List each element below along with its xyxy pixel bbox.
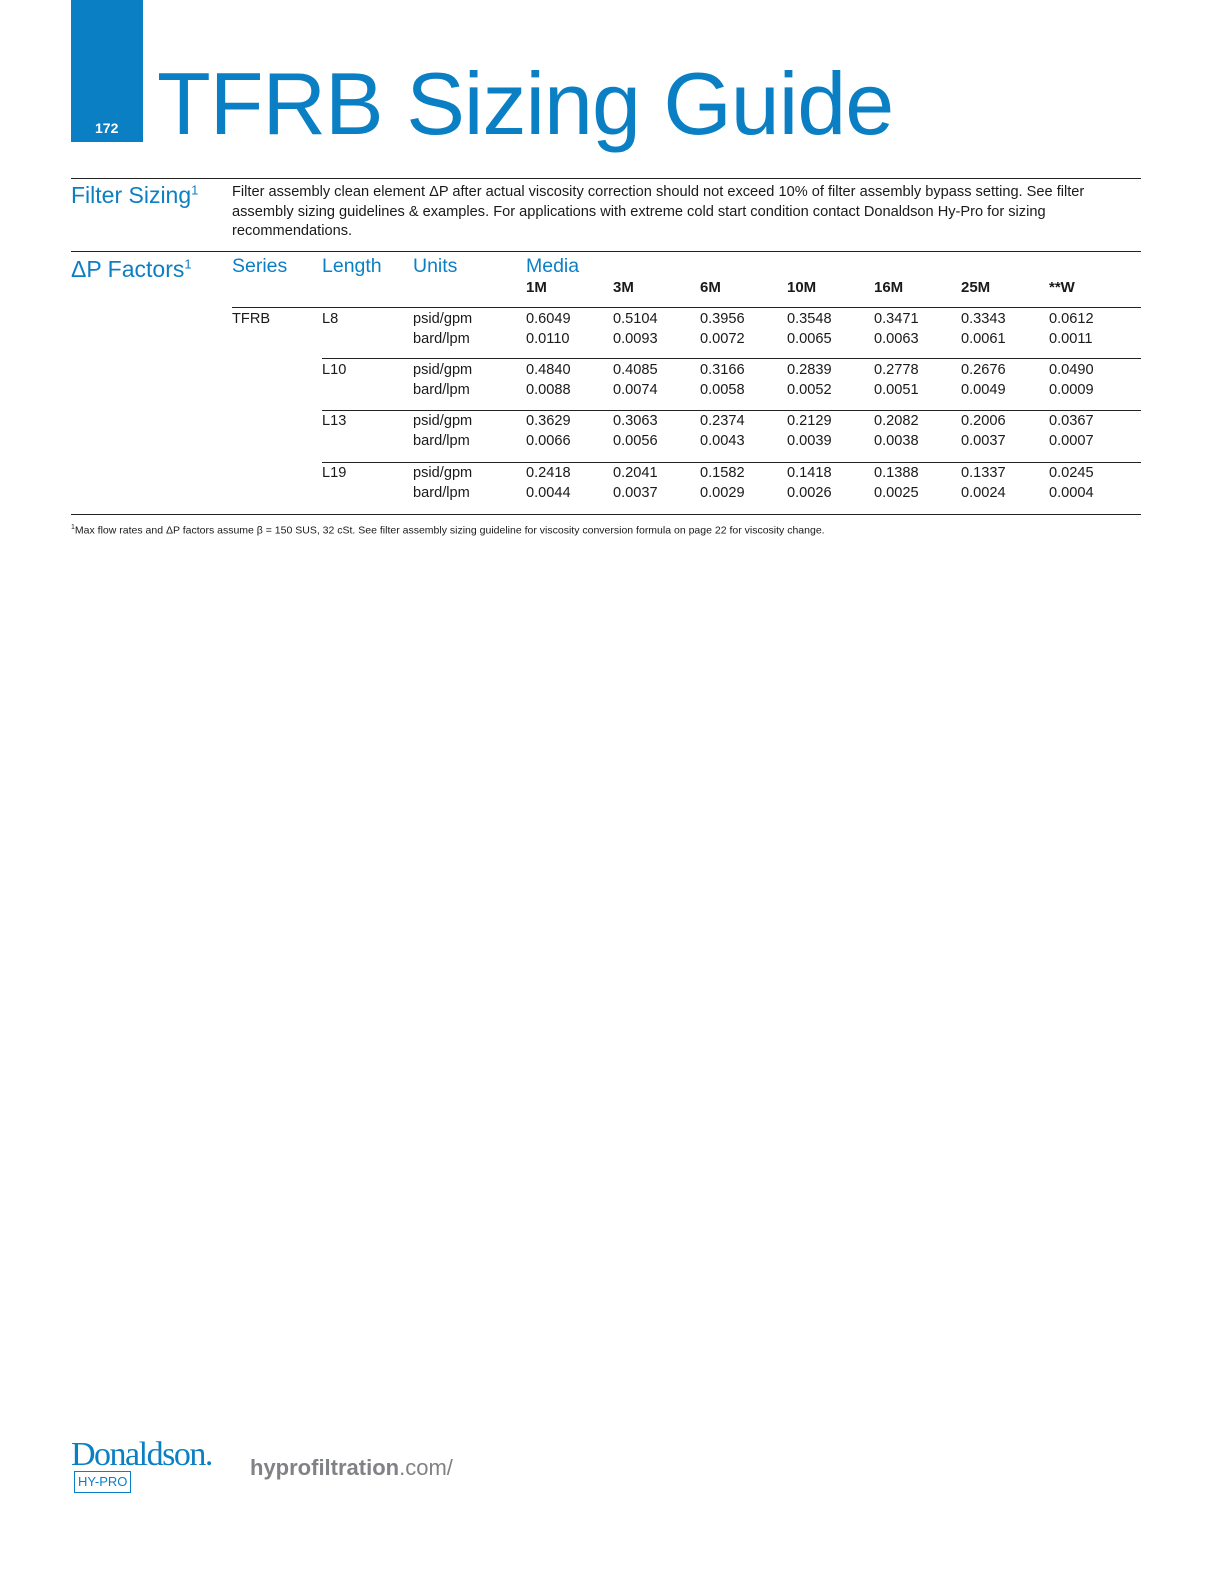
page-number: 172 [95, 120, 119, 136]
value-cell: 0.0061 [961, 331, 1006, 347]
footnote [71, 524, 825, 537]
value-cell: 0.0004 [1049, 485, 1094, 501]
value-cell: 0.0367 [1049, 413, 1094, 429]
value-cell: 0.0044 [526, 485, 571, 501]
media-code-header: 6M [700, 279, 721, 296]
page-tab [71, 0, 143, 142]
value-cell: 0.6049 [526, 311, 571, 327]
donaldson-hy-pro-logo [71, 1436, 221, 1498]
value-cell: 0.3548 [787, 311, 832, 327]
column-header-units: Units [413, 255, 458, 277]
value-cell: 0.0038 [874, 433, 919, 449]
value-cell: 0.0093 [613, 331, 658, 347]
units-cell: bard/lpm [413, 485, 470, 501]
media-code-header: 16M [874, 279, 904, 296]
value-cell: 0.1337 [961, 465, 1006, 481]
website-tld: .com/ [399, 1455, 453, 1480]
value-cell: 0.4085 [613, 362, 658, 378]
length-cell: L13 [322, 413, 347, 429]
website-link[interactable] [250, 1455, 453, 1481]
value-cell: 0.2676 [961, 362, 1006, 378]
footnote-text: Max flow rates and ΔP factors assume β = 150 SUS, 32 cSt. See filter assembly sizing guideline for viscosity conversion formula on page 22 for viscosity change. [74, 524, 825, 537]
value-cell: 0.0612 [1049, 311, 1094, 327]
page-title: TFRB Sizing Guide [157, 54, 894, 153]
filter-sizing-label-text: Filter Sizing [71, 182, 192, 208]
length-cell: L8 [322, 311, 339, 327]
dp-factors-label [71, 256, 192, 283]
value-cell: 0.4840 [526, 362, 571, 378]
dp-factors-label-text: ΔP Factors [71, 256, 185, 282]
filter-sizing-label [71, 182, 198, 209]
value-cell: 0.5104 [613, 311, 658, 327]
units-cell: bard/lpm [413, 433, 470, 449]
media-code-header: 1M [526, 279, 547, 296]
filter-sizing-footnote-mark: 1 [191, 182, 199, 198]
value-cell: 0.0245 [1049, 465, 1094, 481]
value-cell: 0.0037 [961, 433, 1006, 449]
table-header-divider [232, 307, 1141, 308]
logo-badge: HY-PRO [74, 1471, 131, 1493]
value-cell: 0.3471 [874, 311, 919, 327]
value-cell: 0.0088 [526, 382, 571, 398]
media-code-header: 10M [787, 279, 817, 296]
value-cell: 0.2839 [787, 362, 832, 378]
value-cell: 0.0009 [1049, 382, 1094, 398]
value-cell: 0.0110 [526, 331, 570, 347]
footnote-mark: 1 [71, 524, 75, 531]
value-cell: 0.2082 [874, 413, 919, 429]
section-divider [71, 251, 1141, 252]
value-cell: 0.0011 [1049, 331, 1093, 347]
units-cell: psid/gpm [413, 362, 473, 378]
section-divider [71, 178, 1141, 179]
value-cell: 0.3956 [700, 311, 745, 327]
value-cell: 0.0490 [1049, 362, 1094, 378]
value-cell: 0.1582 [700, 465, 745, 481]
value-cell: 0.0051 [874, 382, 919, 398]
value-cell: 0.2129 [787, 413, 832, 429]
value-cell: 0.2041 [613, 465, 658, 481]
column-header-length: Length [322, 255, 382, 277]
value-cell: 0.0049 [961, 382, 1006, 398]
value-cell: 0.0026 [787, 485, 832, 501]
value-cell: 0.3063 [613, 413, 658, 429]
value-cell: 0.2374 [700, 413, 745, 429]
value-cell: 0.1388 [874, 465, 919, 481]
value-cell: 0.0072 [700, 331, 745, 347]
value-cell: 0.0037 [613, 485, 658, 501]
value-cell: 0.0007 [1049, 433, 1094, 449]
row-divider [322, 358, 1141, 359]
value-cell: 0.0052 [787, 382, 832, 398]
filter-sizing-text: Filter assembly clean element ΔP after actual viscosity correction should not exceed 10% of filter assembly bypass setting. See filter assembly sizing guidelines & examples. For applications with extreme cold start condition contact Donaldson Hy-Pro for sizing recommendations. [232, 184, 1085, 239]
value-cell: 0.3629 [526, 413, 571, 429]
table-bottom-rule [71, 514, 1141, 515]
media-code-header: 3M [613, 279, 634, 296]
length-cell: L19 [322, 465, 347, 481]
value-cell: 0.2418 [526, 465, 571, 481]
value-cell: 0.0024 [961, 485, 1006, 501]
units-cell: bard/lpm [413, 382, 470, 398]
value-cell: 0.0058 [700, 382, 745, 398]
logo-wordmark: Donaldson. [71, 1436, 212, 1473]
units-cell: psid/gpm [413, 311, 473, 327]
units-cell: psid/gpm [413, 413, 473, 429]
value-cell: 0.1418 [787, 465, 832, 481]
value-cell: 0.2006 [961, 413, 1006, 429]
media-code-header: **W [1049, 279, 1075, 296]
dp-factors-footnote-mark: 1 [184, 256, 192, 272]
column-header-media: Media [526, 255, 580, 277]
column-header-series: Series [232, 255, 288, 277]
value-cell: 0.0074 [613, 382, 658, 398]
value-cell: 0.0056 [613, 433, 658, 449]
value-cell: 0.3343 [961, 311, 1006, 327]
series-cell: TFRB [232, 311, 271, 327]
value-cell: 0.0063 [874, 331, 919, 347]
value-cell: 0.0025 [874, 485, 919, 501]
units-cell: bard/lpm [413, 331, 470, 347]
value-cell: 0.0065 [787, 331, 832, 347]
value-cell: 0.0043 [700, 433, 745, 449]
value-cell: 0.0029 [700, 485, 745, 501]
length-cell: L10 [322, 362, 347, 378]
value-cell: 0.2778 [874, 362, 919, 378]
value-cell: 0.3166 [700, 362, 745, 378]
units-cell: psid/gpm [413, 465, 473, 481]
media-code-header: 25M [961, 279, 991, 296]
value-cell: 0.0066 [526, 433, 571, 449]
website-domain: hyprofiltration [250, 1455, 400, 1480]
value-cell: 0.0039 [787, 433, 832, 449]
